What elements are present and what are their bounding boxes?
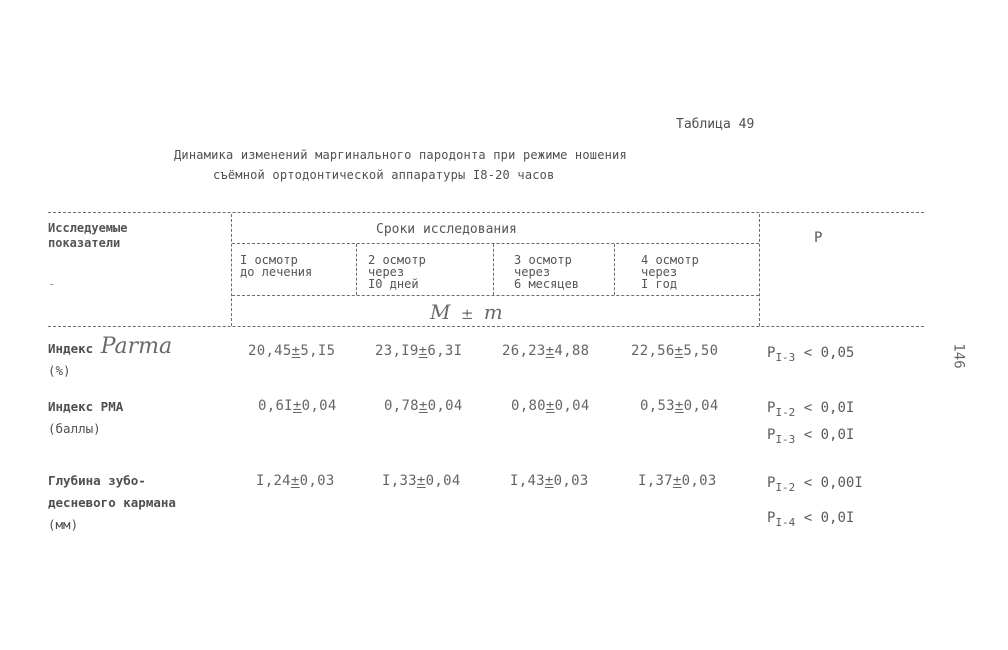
row-3-label-line-2: десневого кармана	[48, 495, 176, 510]
row-3-p-1-base: P	[767, 475, 776, 491]
table-top-rule	[48, 212, 924, 213]
table-label: Таблица 49	[676, 117, 755, 132]
header-col-3-line-2: через	[514, 265, 551, 279]
row-2-p-1-sub: I-2	[775, 405, 796, 419]
row-1-col-1-err: 5,I5	[300, 343, 336, 359]
row-3-label-line-1: Глубина зубо-	[48, 473, 146, 488]
row-3-p-1-rel: < 0,00I	[803, 475, 863, 491]
row-3-col-3-pm: ±	[544, 473, 554, 489]
col-1-2-rule	[356, 244, 357, 295]
header-p: Р	[814, 230, 823, 246]
row-3-label-line-3: (мм)	[48, 517, 79, 532]
row-1-col-2-pm: ±	[418, 343, 428, 359]
header-col-3-line-1: 3 осмотр	[514, 253, 572, 267]
row-1-label	[48, 336, 172, 382]
row-3-col-1-err: 0,03	[299, 473, 335, 489]
page-number: 146	[950, 343, 967, 369]
header-indicators-dash: -	[48, 277, 56, 291]
table-caption-line-1: Динамика изменений маргинального пародонта при режиме ношения	[174, 148, 627, 162]
row-1-p-1-base: P	[767, 345, 776, 361]
row-3-p-2-base: P	[767, 510, 776, 526]
header-col-3	[514, 254, 579, 290]
row-1-col-2-value	[375, 343, 462, 359]
row-3-col-1-value	[256, 473, 335, 489]
row-1-col-4-pm: ±	[674, 343, 684, 359]
row-1-col-3-value	[502, 343, 589, 359]
header-statistic	[430, 300, 503, 324]
row-3-label	[48, 470, 176, 536]
header-indicators-line-2: показатели	[48, 236, 121, 250]
row-2-col-3-mean: 0,80	[511, 398, 546, 414]
row-2-p-1	[767, 400, 854, 419]
row-2-p-2-base: P	[767, 427, 776, 443]
row-1-label-line-2: (%)	[48, 363, 71, 378]
header-col-2-line-2: через	[368, 265, 405, 279]
row-3-p-2-sub: I-4	[775, 515, 796, 529]
terms-underline-rule	[232, 243, 759, 244]
header-statistic-mean: M	[430, 300, 451, 324]
row-3-col-3-value	[510, 473, 589, 489]
header-col-2-line-3: I0 дней	[368, 277, 419, 291]
row-2-col-4-err: 0,04	[683, 398, 719, 414]
header-col-1-line-2: до лечения	[240, 265, 313, 279]
header-statistic-pm: ±	[460, 305, 474, 323]
header-col-4	[641, 254, 699, 290]
row-2-col-1-mean: 0,6I	[258, 398, 293, 414]
row-1-col-2-mean: 23,I9	[375, 343, 419, 359]
row-2-p-1-rel: < 0,0I	[803, 400, 855, 416]
header-col-3-line-3: 6 месяцев	[514, 277, 580, 291]
row-3-col-1-mean: I,24	[256, 473, 291, 489]
row-1-col-4-err: 5,50	[683, 343, 719, 359]
row-2-col-1-pm: ±	[292, 398, 302, 414]
row-1-col-3-mean: 26,23	[502, 343, 546, 359]
col-3-4-rule	[614, 244, 615, 295]
header-terms: Сроки исследования	[376, 222, 517, 237]
row-1-col-4-value	[631, 343, 718, 359]
row-1-col-1-pm: ±	[291, 343, 301, 359]
row-3-col-2-err: 0,04	[425, 473, 461, 489]
header-indicators	[48, 222, 127, 249]
row-1-col-3-err: 4,88	[554, 343, 590, 359]
header-col-4-line-3: I год	[641, 277, 678, 291]
col-2-3-rule	[493, 244, 494, 295]
header-bottom-rule	[48, 326, 924, 327]
row-1-col-2-err: 6,3I	[427, 343, 463, 359]
row-1-p-1	[767, 345, 854, 364]
header-col-4-line-2: через	[641, 265, 678, 279]
header-col-2	[368, 254, 426, 290]
row-2-col-2-mean: 0,78	[384, 398, 419, 414]
row-1-label-line-1	[48, 336, 172, 360]
row-1-col-4-mean: 22,56	[631, 343, 675, 359]
header-col-4-line-1: 4 осмотр	[641, 253, 699, 267]
row-3-col-4-value	[638, 473, 717, 489]
row-2-p-2	[767, 427, 854, 446]
header-indicators-line-1: Исследуемые	[48, 221, 128, 235]
row-2-col-4-value	[640, 398, 719, 414]
p-column-rule	[759, 214, 760, 326]
row-1-col-3-pm: ±	[545, 343, 555, 359]
row-2-col-4-mean: 0,53	[640, 398, 675, 414]
row-1-col-1-value	[248, 343, 335, 359]
row-2-label	[48, 396, 123, 440]
row-2-col-2-err: 0,04	[427, 398, 463, 414]
row-3-p-2-rel: < 0,0I	[803, 510, 855, 526]
row-2-label-line-1: Индекс РМА	[48, 399, 124, 414]
header-statistic-sem: m	[483, 300, 503, 324]
row-2-p-1-base: P	[767, 400, 776, 416]
row-3-col-4-pm: ±	[672, 473, 682, 489]
row-1-col-1-mean: 20,45	[248, 343, 292, 359]
row-2-p-2-rel: < 0,0I	[803, 427, 855, 443]
header-col-2-line-1: 2 осмотр	[368, 253, 426, 267]
row-2-col-1-value	[258, 398, 337, 414]
table-caption-line-2: съёмной ортодонтической аппаратуры I8-20 часов	[213, 168, 555, 182]
row-2-col-2-pm: ±	[418, 398, 428, 414]
row-3-p-1-sub: I-2	[775, 480, 796, 494]
row-3-col-3-mean: I,43	[510, 473, 545, 489]
row-2-col-2-value	[384, 398, 463, 414]
header-col-1	[240, 254, 312, 278]
indicators-column-rule	[231, 214, 232, 326]
columns-underline-rule	[232, 295, 759, 296]
row-2-col-1-err: 0,04	[301, 398, 337, 414]
row-2-col-3-pm: ±	[545, 398, 555, 414]
row-3-p-1	[767, 475, 863, 494]
row-1-p-1-rel: < 0,05	[803, 345, 855, 361]
row-3-col-1-pm: ±	[290, 473, 300, 489]
row-3-col-4-mean: I,37	[638, 473, 673, 489]
row-1-p-1-sub: I-3	[775, 350, 796, 364]
row-2-label-line-2: (баллы)	[48, 421, 101, 436]
row-3-col-2-mean: I,33	[382, 473, 417, 489]
row-3-col-2-pm: ±	[416, 473, 426, 489]
row-1-label-handwritten: Parma	[100, 334, 173, 359]
row-2-col-3-err: 0,04	[554, 398, 590, 414]
row-1-label-text: Индекс	[48, 341, 94, 356]
row-2-p-2-sub: I-3	[775, 432, 796, 446]
row-3-col-3-err: 0,03	[553, 473, 589, 489]
row-2-col-4-pm: ±	[674, 398, 684, 414]
row-3-col-4-err: 0,03	[681, 473, 717, 489]
row-3-p-2	[767, 510, 854, 529]
header-col-1-line-1: I осмотр	[240, 253, 298, 267]
row-2-col-3-value	[511, 398, 590, 414]
row-3-col-2-value	[382, 473, 461, 489]
